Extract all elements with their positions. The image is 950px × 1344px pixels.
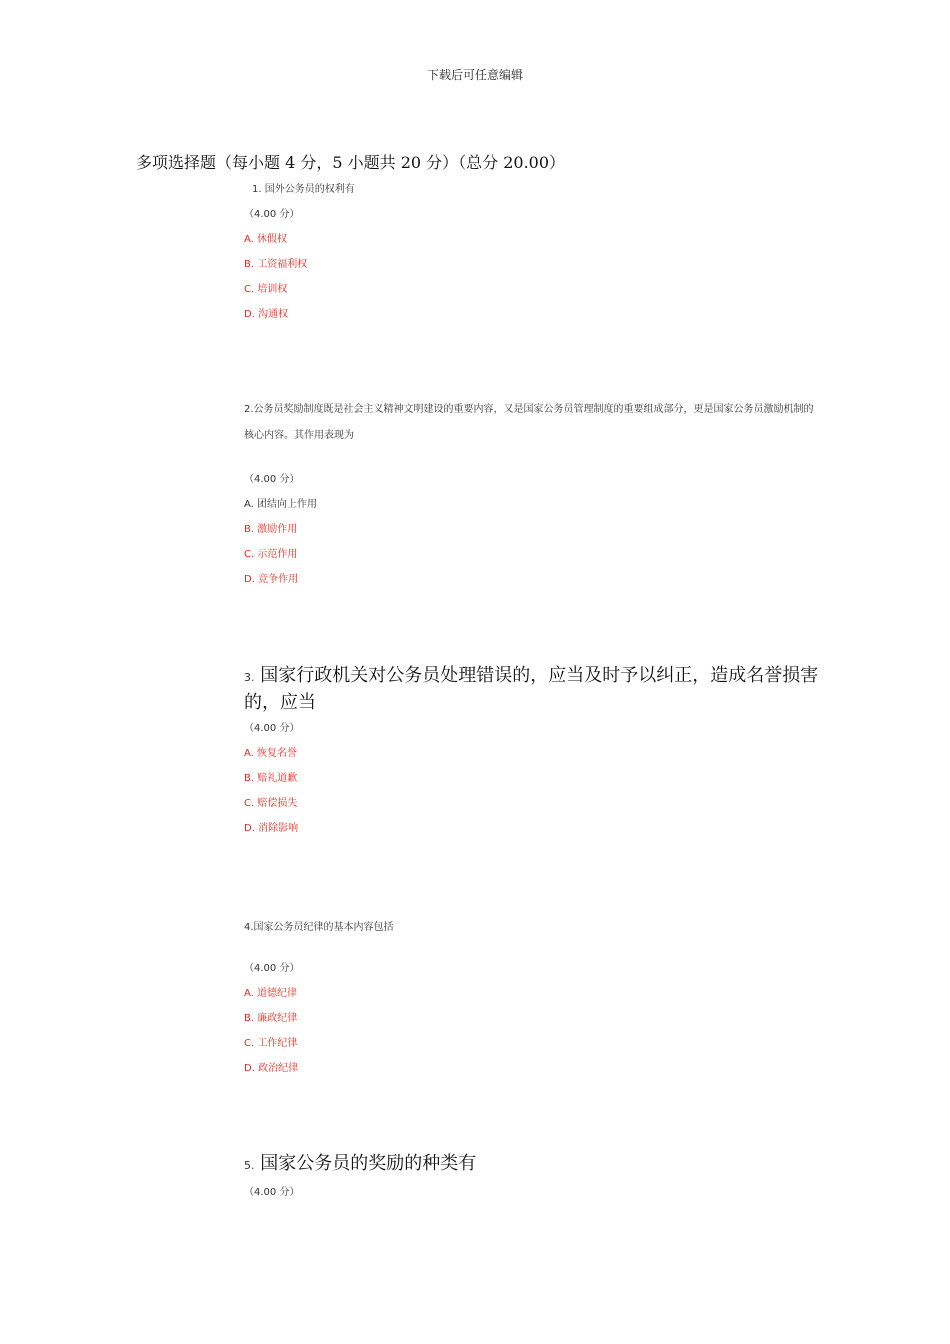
option-letter: B. (244, 773, 255, 784)
question-4-score (244, 959, 299, 974)
option-letter: D. (244, 1063, 255, 1074)
question-2-option-c[interactable] (244, 545, 297, 560)
option-letter: C. (244, 798, 255, 809)
question-number: 3. (244, 671, 255, 684)
question-1-option-a[interactable] (244, 230, 287, 245)
option-letter: D. (244, 309, 255, 320)
question-4-option-c[interactable] (244, 1034, 297, 1049)
option-letter: A. (244, 234, 254, 245)
option-text: 廉政纪律 (257, 1013, 298, 1024)
option-text: 恢复名誉 (257, 748, 298, 759)
question-text: 国家公务员纪律的基本内容包括 (253, 922, 394, 933)
option-letter: B. (244, 259, 255, 270)
score-open: （ (244, 474, 254, 485)
option-text: 示范作用 (257, 549, 298, 560)
question-1-option-b[interactable] (244, 255, 307, 270)
option-text: 赔礼道歉 (257, 773, 298, 784)
score-value: 4.00 (254, 1187, 277, 1198)
question-2-option-b[interactable] (244, 520, 297, 535)
question-1-stem (252, 180, 355, 195)
question-3-option-c[interactable] (244, 794, 297, 809)
option-letter: B. (244, 1013, 255, 1024)
option-text: 道德纪律 (257, 988, 298, 999)
score-close: 分） (276, 1187, 300, 1198)
option-letter: B. (244, 524, 255, 535)
question-5-stem (244, 1151, 824, 1178)
question-2-option-a[interactable] (244, 495, 317, 510)
option-text: 政治纪律 (258, 1063, 299, 1074)
score-open: （ (244, 963, 254, 974)
question-number: 1. (252, 184, 262, 195)
score-close: 分） (276, 963, 300, 974)
header-note: 下载后可任意编辑 (426, 68, 523, 82)
score-close: 分） (276, 474, 300, 485)
section-title: 多项选择题（每小题 4 分，5 小题共 20 分）（总分 20.00） (136, 153, 566, 172)
score-value: 4.00 (254, 474, 277, 485)
option-letter: D. (244, 823, 255, 834)
question-3-score (244, 719, 299, 734)
option-text: 团结向上作用 (257, 499, 318, 510)
question-3-option-b[interactable] (244, 769, 297, 784)
option-letter: A. (244, 988, 254, 999)
question-text: 国外公务员的权利有 (264, 184, 355, 195)
score-close: 分） (276, 723, 300, 734)
question-4-option-d[interactable] (244, 1059, 298, 1074)
question-4-option-b[interactable] (244, 1009, 297, 1024)
question-4-stem (244, 918, 394, 933)
question-1-option-c[interactable] (244, 280, 287, 295)
question-1-option-d[interactable] (244, 305, 288, 320)
score-value: 4.00 (254, 723, 277, 734)
option-letter: C. (244, 1038, 255, 1049)
option-letter: D. (244, 574, 255, 585)
question-1-score (244, 205, 299, 220)
question-3-stem (244, 663, 824, 715)
question-2-option-d[interactable] (244, 570, 298, 585)
option-text: 竞争作用 (258, 574, 299, 585)
option-text: 激励作用 (257, 524, 298, 535)
question-number: 4. (244, 922, 254, 933)
question-text: 公务员奖励制度既是社会主义精神文明建设的重要内容，又是国家公务员管理制度的重要组成部分，更是国家公务员激励机制的核心内容。其作用表现为 (244, 404, 814, 441)
option-text: 沟通权 (258, 309, 289, 320)
option-text: 消除影响 (258, 823, 299, 834)
score-value: 4.00 (254, 963, 277, 974)
option-text: 工资福利权 (257, 259, 308, 270)
option-letter: C. (244, 284, 255, 295)
question-number: 2. (244, 404, 254, 415)
score-value: 4.00 (254, 209, 277, 220)
score-close: 分） (276, 209, 300, 220)
option-letter: A. (244, 499, 254, 510)
question-text: 国家公务员的奖励的种类有 (260, 1153, 477, 1174)
score-open: （ (244, 723, 254, 734)
question-3-option-a[interactable] (244, 744, 297, 759)
option-text: 工作纪律 (257, 1038, 298, 1049)
option-text: 休假权 (257, 234, 288, 245)
option-text: 培训权 (257, 284, 288, 295)
question-number: 5. (244, 1159, 255, 1172)
score-open: （ (244, 1187, 254, 1198)
question-4-option-a[interactable] (244, 984, 297, 999)
question-3-option-d[interactable] (244, 819, 298, 834)
option-text: 赔偿损失 (257, 798, 298, 809)
question-2-score (244, 470, 299, 485)
question-text: 国家行政机关对公务员处理错误的，应当及时予以纠正，造成名誉损害的，应当 (244, 665, 819, 713)
option-letter: C. (244, 549, 255, 560)
question-5-score (244, 1183, 299, 1198)
option-letter: A. (244, 748, 254, 759)
score-open: （ (244, 209, 254, 220)
question-2-stem (244, 397, 819, 449)
